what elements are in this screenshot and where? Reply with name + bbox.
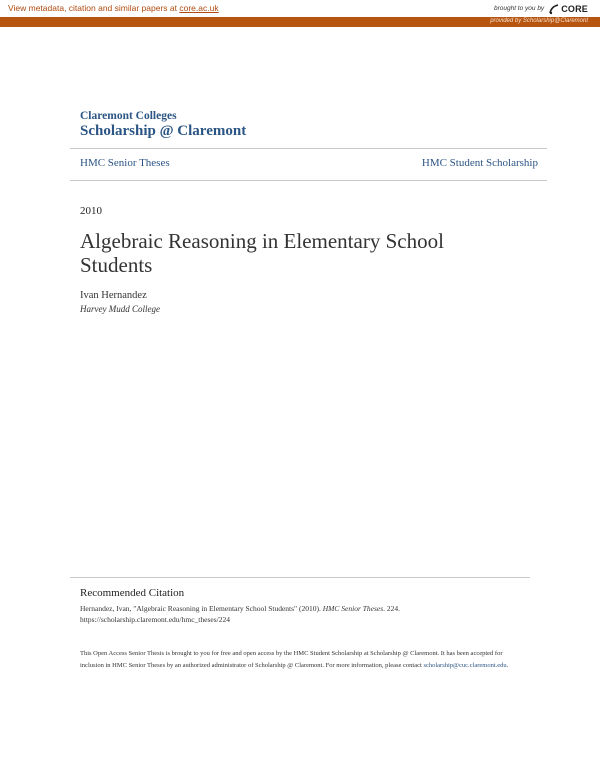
repository-header[interactable] xyxy=(80,110,246,140)
core-brand[interactable] xyxy=(494,2,588,15)
core-view-link-text: View metadata, citation and similar papers at xyxy=(8,3,180,13)
collection-link[interactable]: HMC Senior Theses xyxy=(80,157,170,169)
recommended-citation-heading: Recommended Citation xyxy=(80,587,185,599)
citation-text xyxy=(80,603,540,625)
contact-email-link[interactable]: scholarship@cuc.claremont.edu xyxy=(423,661,507,669)
notice-text: This Open Access Senior Thesis is brought to you for free and open access by the HMC Student Scholarship at Scholarship @ Claremont. It has been accepted for inclusion in HMC Senior Theses by an authorized administrator of Scholarship @ Claremont. For more information, please contact xyxy=(80,650,503,669)
institution-name: Claremont Colleges xyxy=(80,110,177,122)
divider-citation xyxy=(70,577,530,578)
repository-name: Scholarship @ Claremont xyxy=(80,123,247,139)
student-scholarship-link[interactable]: HMC Student Scholarship xyxy=(421,157,538,169)
notice-suffix: . xyxy=(506,661,509,669)
core-view-metadata-link[interactable] xyxy=(8,3,219,13)
core-logo-text: CORE xyxy=(561,3,588,14)
core-banner xyxy=(0,0,600,17)
citation-url[interactable]: https://scholarship.claremont.edu/hmc_theses/224 xyxy=(80,615,230,624)
author-affiliation: Harvey Mudd College xyxy=(80,304,160,314)
citation-text-after: . 224. xyxy=(383,604,401,613)
thesis-title: Algebraic Reasoning in Elementary School Students xyxy=(80,229,444,277)
divider-top xyxy=(70,148,547,149)
citation-text-before: Hernandez, Ivan, "Algebraic Reasoning in Elementary School Students" (2010). xyxy=(80,604,323,613)
citation-journal: HMC Senior Theses xyxy=(322,604,384,613)
core-domain-link[interactable]: core.ac.uk xyxy=(179,3,219,13)
thesis-year: 2010 xyxy=(80,205,102,217)
brought-to-you-label: brought to you by xyxy=(493,5,545,12)
divider-nav xyxy=(70,180,547,181)
thesis-author: Ivan Hernandez xyxy=(80,290,147,301)
open-access-notice xyxy=(80,648,520,671)
core-logo xyxy=(548,3,588,15)
provided-by-label[interactable]: provided by Scholarship@Claremont xyxy=(490,18,588,24)
core-swoosh-icon xyxy=(548,3,560,15)
